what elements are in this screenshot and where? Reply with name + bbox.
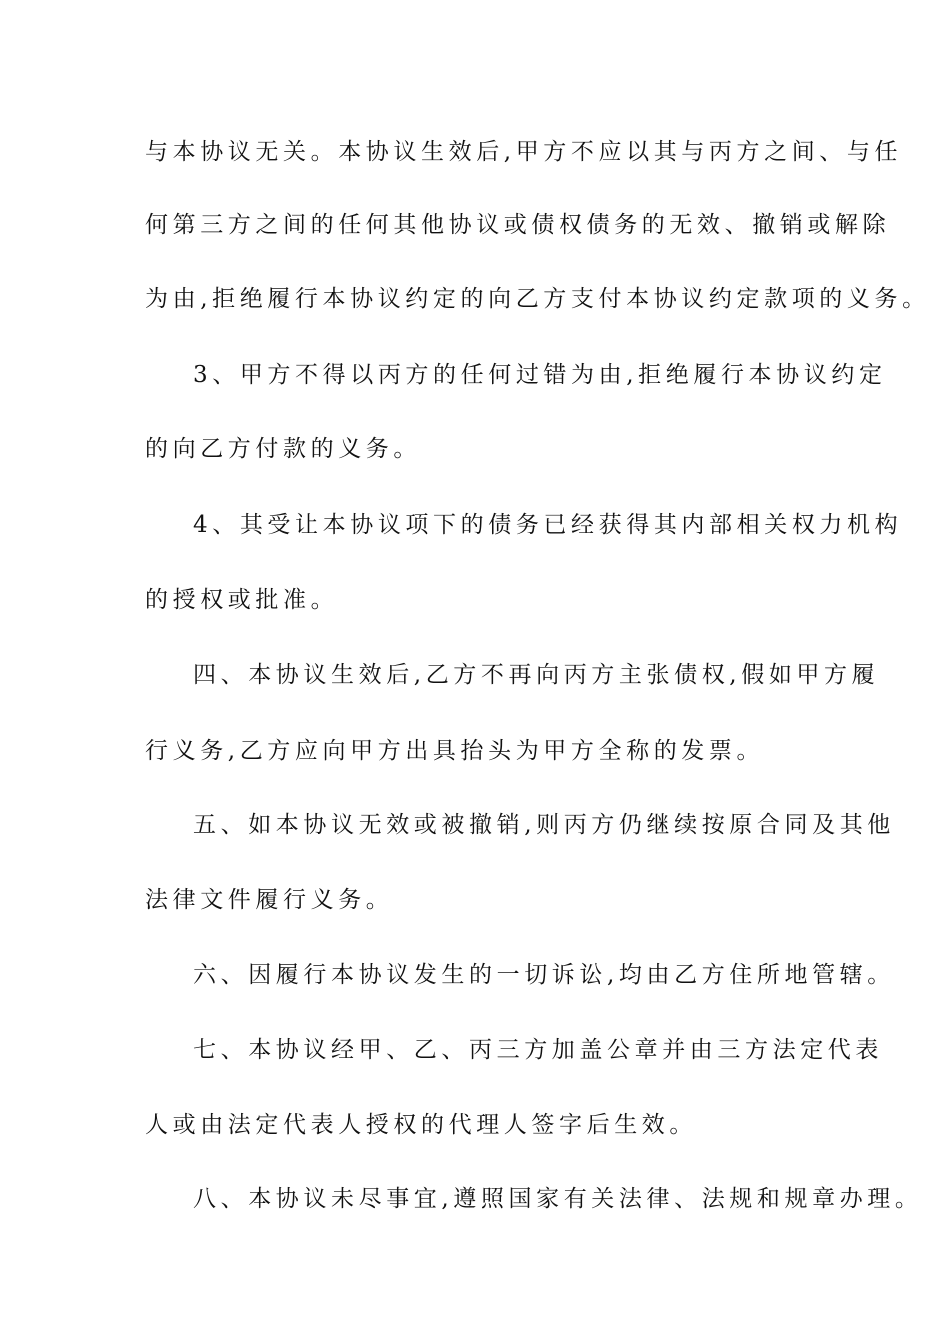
text-line: 四、本协议生效后,乙方不再向丙方主张债权,假如甲方履 <box>193 662 880 688</box>
text-line: 何第三方之间的任何其他协议或债权债务的无效、撤销或解除 <box>145 212 891 238</box>
text-line: 3、甲方不得以丙方的任何过错为由,拒绝履行本协议约定 <box>193 362 887 388</box>
text-line: 行义务,乙方应向甲方出具抬头为甲方全称的发票。 <box>145 738 765 764</box>
text-line: 的授权或批准。 <box>145 587 339 613</box>
text-line: 的向乙方付款的义务。 <box>145 436 421 462</box>
text-line: 六、因履行本协议发生的一切诉讼,均由乙方住所地管辖。 <box>193 962 895 988</box>
text-line: 为由,拒绝履行本协议约定的向乙方支付本协议约定款项的义务。 <box>145 286 930 312</box>
text-line: 八、本协议未尽事宜,遵照国家有关法律、法规和规章办理。 <box>193 1186 923 1212</box>
text-line: 4、其受让本协议项下的债务已经获得其内部相关权力机构 <box>193 512 903 538</box>
text-line: 七、本协议经甲、乙、丙三方加盖公章并由三方法定代表 <box>193 1037 883 1063</box>
text-line: 与本协议无关。本协议生效后,甲方不应以其与丙方之间、与任 <box>145 139 903 165</box>
text-line: 人或由法定代表人授权的代理人签字后生效。 <box>145 1112 697 1138</box>
text-line: 法律文件履行义务。 <box>145 887 394 913</box>
text-line: 五、如本协议无效或被撤销,则丙方仍继续按原合同及其他 <box>193 812 895 838</box>
